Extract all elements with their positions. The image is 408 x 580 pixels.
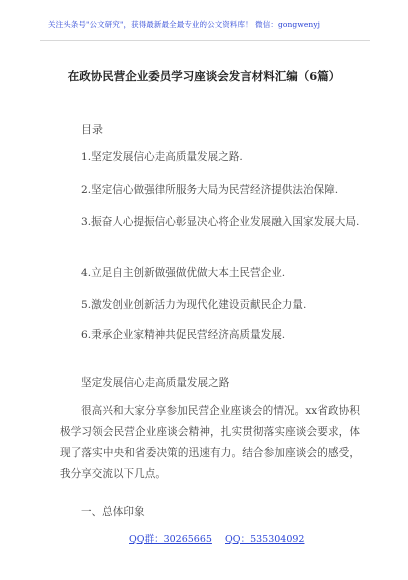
footer <box>0 531 408 551</box>
document-title: 在政协民营企业委员学习座谈会发言材料汇编（6篇） <box>67 69 341 83</box>
header-promo-text: 关注头条号"公文研究"，获得最新最全最专业的公文资料库！ 微信：gongwenyj <box>48 20 321 29</box>
toc-item[interactable]: 1.坚定发展信心走高质量发展之路. <box>81 151 243 163</box>
toc-item[interactable]: 6.秉承企业家精神共促民营经济高质量发展. <box>81 329 286 341</box>
footer-qq-group-link[interactable]: QQ群：30265665 <box>129 534 212 545</box>
body-paragraph: 很高兴和大家分享参加民营企业座谈会的情况。xx省政协积极学习领会民营企业座谈会精神，扎实贯彻落实座谈会要求，体现了落实中央和省委决策的迅速有力。结合参加座谈会的感受，我分享交流以下几点。 <box>60 405 360 480</box>
toc-heading: 目录 <box>81 123 103 136</box>
header-divider <box>40 40 370 41</box>
section-title: 坚定发展信心走高质量发展之路 <box>81 377 230 389</box>
toc-item[interactable]: 5.激发创业创新活力为现代化建设贡献民企力量. <box>81 299 307 311</box>
toc-item[interactable]: 4.立足自主创新做强做优做大本土民营企业. <box>81 267 286 279</box>
toc-item[interactable]: 2.坚定信心做强律所服务大局为民营经济提供法治保障. <box>81 184 339 196</box>
toc-item[interactable]: 3.振奋人心提振信心彰显决心将企业发展融入国家发展大局. <box>81 216 360 228</box>
footer-qq-contact-link[interactable]: QQ：535304092 <box>225 534 305 545</box>
subheading: 一、总体印象 <box>81 506 145 518</box>
